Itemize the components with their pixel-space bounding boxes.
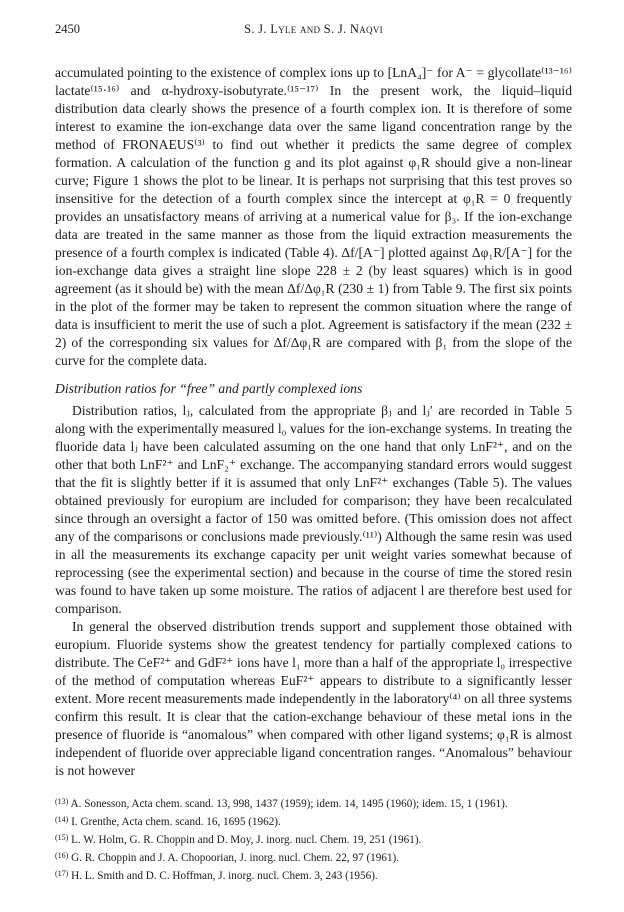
body-text	[55, 64, 572, 780]
paragraph: In general the observed distribution trends support and supplement those obtained with europium. Fluoride systems show the greatest tendency for partially complexed cations to distribute. The CeF²⁺ and GdF²⁺ ions have l₁ more than a half of the appropriate l₀ irrespective of the method of computation whereas EuF²⁺ appears to distribute to a significantly lesser extent. More recent measurements made independently in the laboratory⁽⁴⁾ on all three systems confirm this result. It is clear that the cation-exchange behaviour of these metal ions in the presence of fluoride is “anomalous” when compared with other ligand systems; φ₁R is almost independent of fluoride over appreciable ligand concentration ranges. “Anomalous” behaviour is not however	[55, 619, 572, 778]
footnote-text: L. W. Holm, G. R. Choppin and D. Moy, J. inorg. nucl. Chem. 19, 251 (1961).	[71, 834, 422, 846]
footnote	[55, 812, 572, 830]
page-number: 2450	[55, 22, 80, 36]
footnote-text: H. L. Smith and D. C. Hoffman, J. inorg. nucl. Chem. 3, 243 (1956).	[71, 870, 378, 882]
footnote-mark: (16)	[55, 851, 69, 860]
journal-page	[55, 22, 572, 884]
running-title: S. J. Lyle and S. J. Naqvi	[244, 22, 383, 36]
footnote-text: A. Sonesson, Acta chem. scand. 13, 998, 1437 (1959); idem. 14, 1495 (1960); idem. 15, 1 (1961).	[70, 798, 508, 810]
footnote-mark: (14)	[55, 815, 69, 824]
page-header	[55, 22, 572, 42]
footnote-mark: (17)	[55, 869, 69, 878]
footnote	[55, 830, 572, 848]
footnote-mark: (13)	[55, 797, 69, 806]
footnote-text: I. Grenthe, Acta chem. scand. 16, 1695 (1962).	[71, 816, 281, 828]
footnote	[55, 794, 572, 812]
footnote-mark: (15)	[55, 833, 69, 842]
footnote	[55, 848, 572, 866]
paragraph: Distribution ratios, lⱼ, calculated from the appropriate βⱼ and lⱼ′ are recorded in Table 5 along with the experimentally measured l₀ values for the ion-exchange systems. In treating the fluoride data lⱼ have been calculated assuming on the one hand that only LnF²⁺, and on the other that both LnF²⁺ and LnF₂⁺ exchange. The accompanying standard errors would suggest that the fit is slightly better if it is assumed that only LnF²⁺ exchanges (Table 5). The values obtained previously for europium are included for comparison; they have been recalculated since through an oversight a factor of 150 was omitted before. (This omission does not affect any of the comparisons or conclusions made previously.⁽¹¹⁾) Although the same resin was used in all the measurements its exchange capacity per unit weight varies somewhat because of reprocessing (see the experimental section) and because in the course of time the stored resin was found to have taken up some moisture. The ratios of adjacent l are therefore best used for comparison.	[55, 403, 572, 616]
section-heading: Distribution ratios for “free” and partly complexed ions	[55, 381, 363, 396]
footnote-text: G. R. Choppin and J. A. Chopoorian, J. inorg. nucl. Chem. 22, 97 (1961).	[71, 852, 400, 864]
footnote	[55, 866, 572, 884]
footnotes	[55, 794, 572, 884]
paragraph: accumulated pointing to the existence of complex ions up to [LnA₄]⁻ for A⁻ = glycollate⁽¹³⁻¹⁶⁾ lactate⁽¹⁵·¹⁶⁾ and α-hydroxy-isobutyrate.⁽¹⁵⁻¹⁷⁾ In the present work, the liquid–liquid distribution data clearly shows the presence of a fourth complex ion. It is therefore of some interest to examine the ion-exchange data over the same ligand concentration range by the method of FRONAEUS⁽³⁾ to find out whether it predicts the same degree of complex formation. A calculation of the function g and its plot against φ₁R should give a non-linear curve; Figure 1 shows the plot to be linear. It is perhaps not surprising that this test proves so insensitive for the detection of a fourth complex since the intercept at φ₁R = 0 frequently provides an unsatisfactory means of arriving at a numerical value for β₃. If the ion-exchange data are treated in the same manner as those from the liquid extraction measurements the presence of a fourth complex is indicated (Table 4). Δf/[A⁻] plotted against Δφ₁R/[A⁻] for the ion-exchange data gives a straight line slope 228 ± 2 (by least squares) which is in good agreement (as it should be) with the mean Δf/Δφ₁R (230 ± 1) from Table 9. The first six points in the plot of the former may be taken to represent the common situation where the range of data is insufficient to merit the use of such a plot. Agreement is satisfactory if the mean (232 ± 2) of the corresponding six values for Δf/Δφ₁R are compared with β₁ from the slope of the curve for the complete data.	[55, 65, 572, 368]
